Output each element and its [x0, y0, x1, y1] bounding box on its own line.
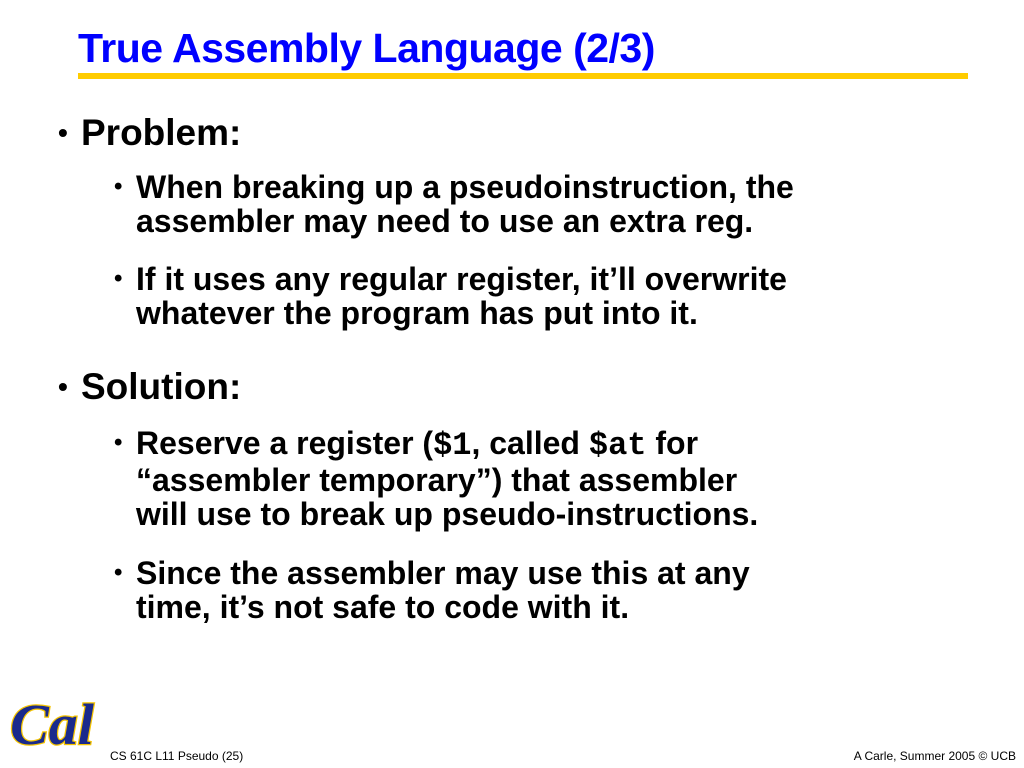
bullet-icon: • [58, 371, 68, 402]
footer-credit: A Carle, Summer 2005 © UCB [853, 749, 1016, 763]
bullet-icon: • [114, 429, 123, 456]
problem-point-2-line-1: If it uses any regular register, it’ll overwrite [136, 261, 787, 297]
problem-point-2-line-2: whatever the program has put into it. [136, 295, 698, 331]
solution-point-1-prefix: Reserve a register ( [136, 425, 434, 461]
problem-point-2 [114, 262, 787, 330]
svg-text:Cal: Cal [10, 692, 94, 757]
solution-point-1-suffix: for [646, 425, 699, 461]
solution-point-1-line-1 [114, 426, 758, 463]
problem-heading: Problem: [81, 112, 242, 153]
title-underline [78, 73, 968, 79]
bullet-icon: • [114, 173, 123, 200]
solution-heading: Solution: [81, 366, 242, 407]
solution-point-1-line-2: “assembler temporary”) that assembler [136, 462, 738, 498]
register-name: $1 [433, 427, 472, 464]
problem-point-1 [114, 170, 794, 238]
bullet-icon: • [58, 117, 68, 148]
solution-point-2-line-2: time, it’s not safe to code with it. [136, 589, 630, 625]
cal-logo-icon [4, 688, 100, 760]
solution-point-1 [114, 426, 758, 531]
bullet-icon: • [114, 265, 123, 292]
bullet-icon: • [114, 559, 123, 586]
solution-point-1-line-3: will use to break up pseudo-instructions. [136, 496, 759, 532]
register-alias: $at [588, 427, 647, 464]
problem-point-1-line-2: assembler may need to use an extra reg. [136, 203, 754, 239]
slide-title: True Assembly Language (2/3) [78, 25, 655, 71]
solution-point-2-line-1: Since the assembler may use this at any [136, 555, 750, 591]
solution-point-2 [114, 556, 750, 624]
problem-point-1-line-1: When breaking up a pseudoinstruction, the [136, 169, 794, 205]
solution-point-1-middle: , called [471, 425, 589, 461]
footer-course-label: CS 61C L11 Pseudo (25) [110, 749, 244, 763]
